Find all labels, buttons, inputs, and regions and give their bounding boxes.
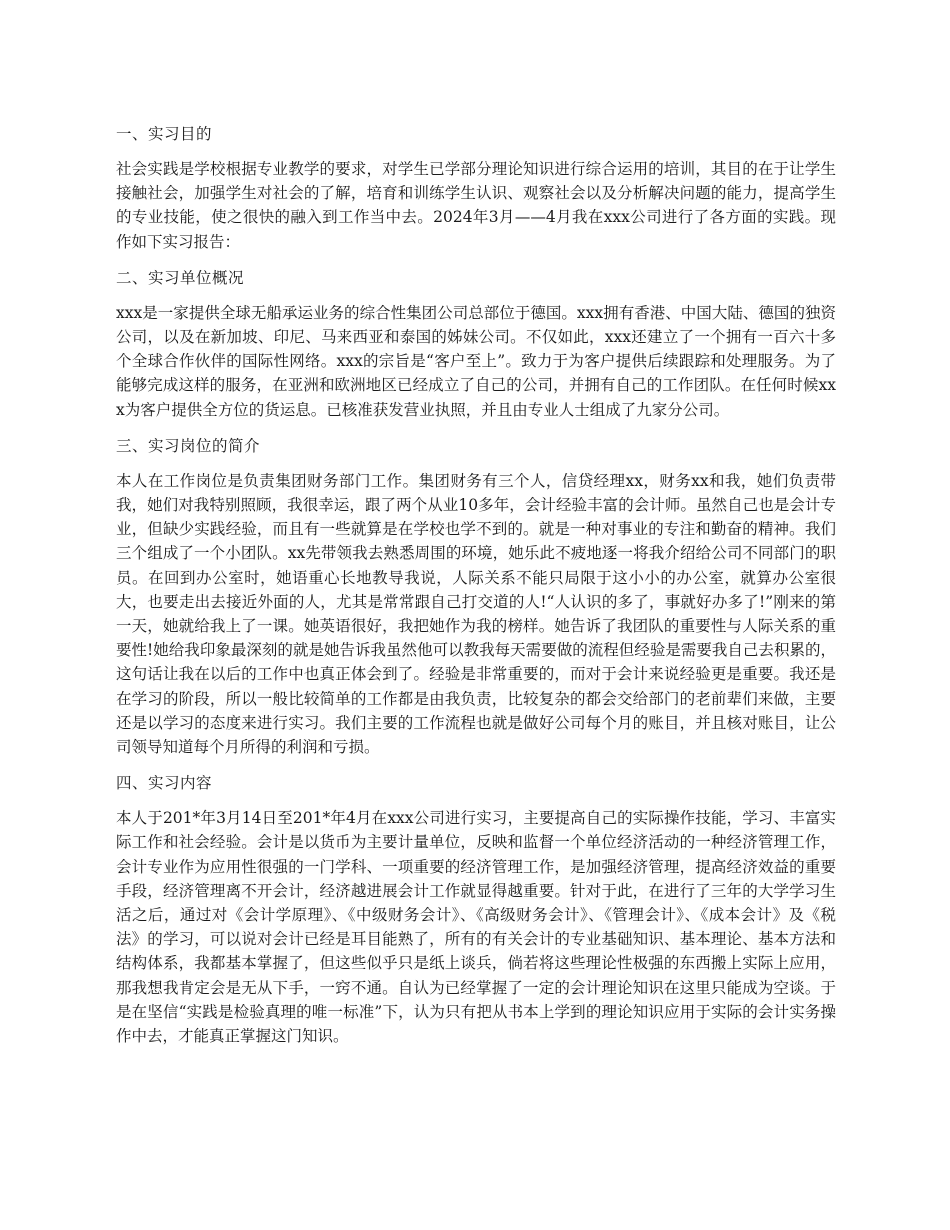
section-heading-company-overview: 二、实习单位概况 [116,268,245,287]
section-heading-position-intro: 三、实习岗位的简介 [116,436,261,455]
section-body-position-intro: 本人在工作岗位是负责集团财务部门工作。集团财务有三个人，信贷经理xx，财务xx和我，她们负责带我，她们对我特别照顾，我很幸运，跟了两个从业10多年，会计经验丰富的会计师。虽然自己也是会计专业，但缺少实践经验，而且有一些就算是在学校也学不到的。就是一种对事业的专注和勤奋的精神。我们三个组成了一个小团队。xx先带领我去熟悉周围的环境，她乐此不疲地逐一将我介绍给公司不同部门的职员。在回到办公室时，她语重心长地教导我说，人际关系不能只局限于这小小的办公室，就算办公室很大，也要走出去接近外面的人，尤其是常常跟自己打交道的人!“人认识的多了，事就好办多了!”刚来的第一天，她就给我上了一课。她英语很好，我把她作为我的榜样。她告诉了我团队的重要性与人际关系的重要性!她给我印象最深刻的就是她告诉我虽然他可以教我每天需要做的流程但经验是需要我自己去积累的，这句话让我在以后的工作中也真正体会到了。经验是非常重要的，而对于会计来说经验更是重要。我还是在学习的阶段，所以一般比较简单的工作都是由我负责，比较复杂的都会交给部门的老前辈们来做，主要还是以学习的态度来进行实习。我们主要的工作流程也就是做好公司每个月的账目，并且核对账目，让公司领导知道每个月所得的利润和亏损。 [116,471,836,757]
section-heading-purpose: 一、实习目的 [116,125,213,143]
document-page [116,122,836,1060]
section-body-company-overview: xxx是一家提供全球无船承运业务的综合性集团公司总部位于德国。xxx拥有香港、中国大陆、德国的独资公司，以及在新加坡、印尼、马来西亚和泰国的姊妹公司。不仅如此，xxx还建立了一个拥有一百六十多个全球合作伙伴的国际性网络。xxx的宗旨是“客户至上”。致力于为客户提供后续跟踪和处理服务。为了能够完成这样的服务，在亚洲和欧洲地区已经成立了自己的公司，并拥有自己的工作团队。在任何时候xxx为客户提供全方位的货运息。已核准获发营业执照，并且由专业人士组成了九家分公司。 [116,303,836,419]
section-body-purpose: 社会实践是学校根据专业教学的要求，对学生已学部分理论知识进行综合运用的培训，其目的在于让学生接触社会，加强学生对社会的了解，培育和训练学生认识、观察社会以及分析解决问题的能力，提高学生的专业技能，使之很快的融入到工作当中去。2024年3月——4月我在xxx公司进行了各方面的实践。现作如下实习报告： [116,160,836,251]
section-heading-internship-content: 四、实习内容 [116,774,213,793]
section-body-internship-content: 本人于201*年3月14日至201*年4月在xxx公司进行实习，主要提高自己的实际操作技能，学习、丰富实际工作和社会经验。会计是以货币为主要计量单位，反映和监督一个单位经济活动的一种经济管理工作，会计专业作为应用性很强的一门学科、一项重要的经济管理工作，是加强经济管理，提高经济效益的重要手段，经济管理离不开会计，经济越进展会计工作就显得越重要。针对于此，在进行了三年的大学学习生活之后，通过对《会计学原理》、《中级财务会计》、《高级财务会计》、《管理会计》、《成本会计》及《税法》的学习，可以说对会计已经是耳目能熟了，所有的有关会计的专业基础知识、基本理论、基本方法和结构体系，我都基本掌握了，但这些似乎只是纸上谈兵，倘若将这些理论性极强的东西搬上实际上应用，那我想我肯定会是无从下手，一窍不通。自认为已经掌握了一定的会计理论知识在这里只能成为空谈。于是在坚信“实践是检验真理的唯一标准”下，认为只有把从书本上学到的理论知识应用于实际的会计实务操作中去，才能真正掌握这门知识。 [116,809,836,1046]
